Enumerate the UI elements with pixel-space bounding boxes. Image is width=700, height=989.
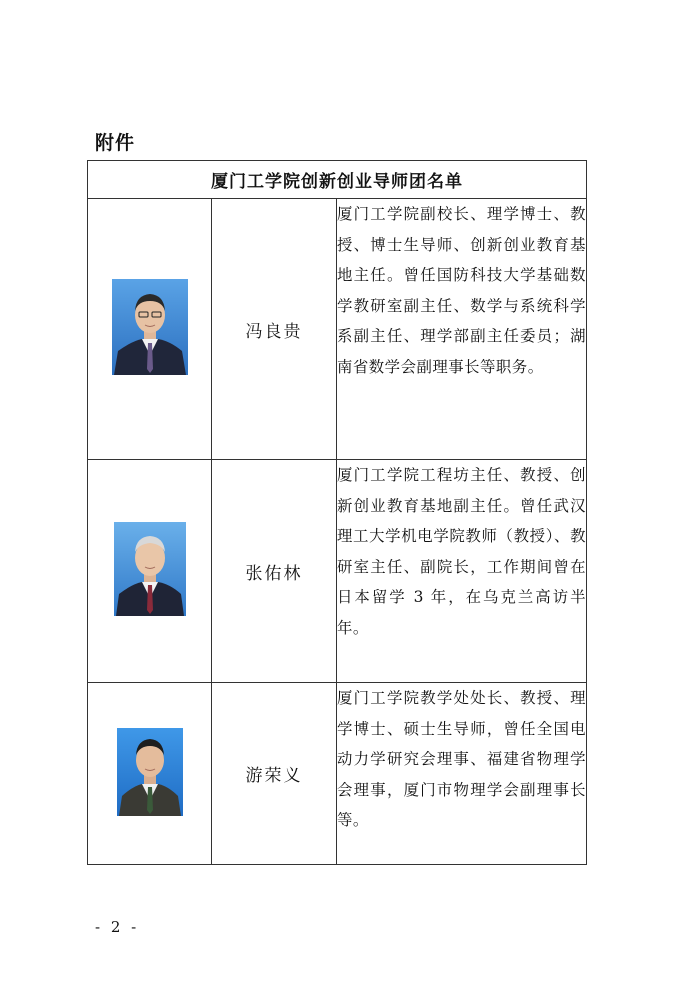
portrait-photo [114, 522, 186, 616]
page-number: - 2 - [95, 918, 140, 936]
mentor-name: 游荣义 [212, 683, 337, 865]
table-row [88, 460, 587, 683]
portrait-photo [112, 279, 188, 375]
table-title: 厦门工学院创新创业导师团名单 [88, 161, 587, 199]
photo-cell [88, 460, 212, 683]
mentor-roster-table [87, 160, 587, 865]
mentor-name: 冯良贵 [212, 199, 337, 460]
mentor-name: 张佑林 [212, 460, 337, 683]
table-row [88, 683, 587, 865]
photo-cell [88, 683, 212, 865]
mentor-description: 厦门工学院工程坊主任、教授、创新创业教育基地副主任。曾任武汉理工大学机电学院教师（教授）、教研室主任、副院长，工作期间曾在日本留学 3 年，在乌克兰高访半年。 [337, 460, 587, 683]
photo-cell [88, 199, 212, 460]
mentor-description: 厦门工学院教学处处长、教授、理学博士、硕士生导师，曾任全国电动力学研究会理事、福建省物理学会理事，厦门市物理学会副理事长等。 [337, 683, 587, 865]
table-row [88, 199, 587, 460]
attachment-label: 附件 [95, 132, 136, 154]
mentor-description: 厦门工学院副校长、理学博士、教授、博士生导师、创新创业教育基地主任。曾任国防科技大学基础数学教研室副主任、数学与系统科学系副主任、理学部副主任委员；湖南省数学会副理事长等职务。 [337, 199, 587, 460]
portrait-photo [117, 728, 183, 816]
